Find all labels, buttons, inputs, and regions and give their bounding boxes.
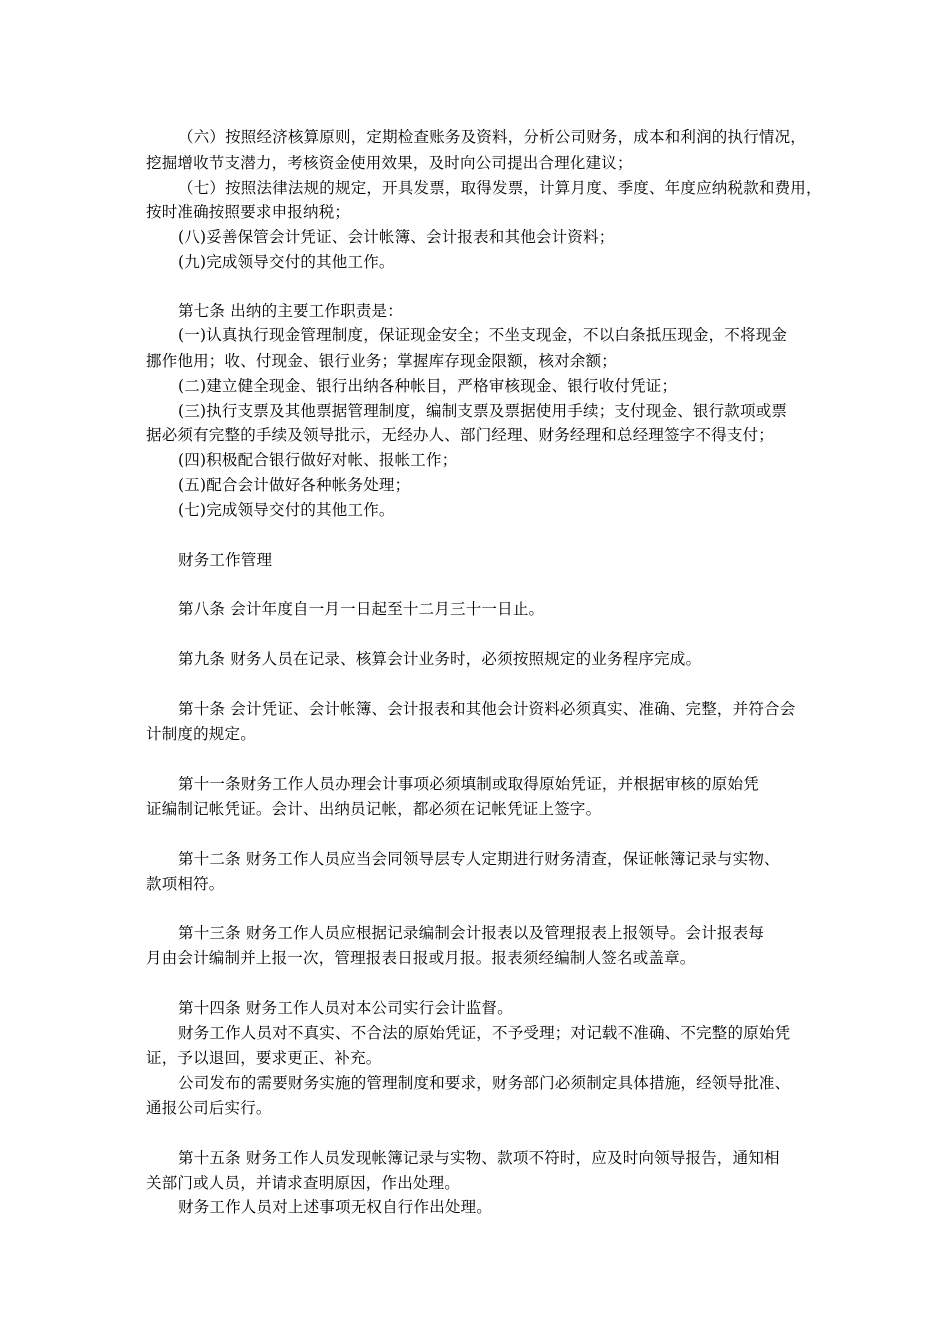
line-text: (七)完成领导交付的其他工作。 [178, 501, 395, 519]
line-text: 月由会计编制并上报一次，管理报表日报或月报。报表须经编制人签名或盖章。 [146, 949, 696, 967]
line-text: 财务工作管理 [178, 551, 273, 569]
line-text: 第八条 会计年度自一月一日起至十二月三十一日止。 [178, 600, 545, 618]
line-text: (一)认真执行现金管理制度，保证现金安全；不坐支现金，不以白条抵压现金，不将现金 [178, 326, 788, 344]
line-text: 第十二条 财务工作人员应当会同领导层专人定期进行财务清查，保证帐簿记录与实物、 [178, 850, 780, 868]
line-text: 第十五条 财务工作人员发现帐簿记录与实物、款项不符时，应及时向领导报告，通知相 [178, 1149, 780, 1167]
line-text: (五)配合会计做好各种帐务处理； [178, 476, 411, 494]
line-text: (三)执行支票及其他票据管理制度，编制支票及票据使用手续；支付现金、银行款项或票 [178, 402, 788, 420]
line-text: 第七条 出纳的主要工作职责是： [178, 302, 403, 320]
line-text: 计制度的规定。 [146, 725, 256, 743]
line-text: (四)积极配合银行做好对帐、报帐工作； [178, 451, 458, 469]
line-text: 证编制记帐凭证。会计、出纳员记帐，都必须在记帐凭证上签字。 [146, 800, 602, 818]
line-text: (九)完成领导交付的其他工作。 [178, 253, 395, 271]
line-text: 财务工作人员对上述事项无权自行作出处理。 [178, 1198, 493, 1216]
line-text: 财务工作人员对不真实、不合法的原始凭证，不予受理；对记载不准确、不完整的原始凭 [178, 1024, 791, 1042]
line-text: 公司发布的需要财务实施的管理制度和要求，财务部门必须制定具体措施，经领导批准、 [178, 1074, 791, 1092]
line-text: 第九条 财务人员在记录、核算会计业务时，必须按照规定的业务程序完成。 [178, 650, 702, 668]
line-text: 第十一条财务工作人员办理会计事项必须填制或取得原始凭证，并根据审核的原始凭 [178, 775, 759, 793]
line-text: 按时准确按照要求申报纳税； [146, 203, 351, 221]
line-text: 关部门或人员，并请求查明原因，作出处理。 [146, 1174, 461, 1192]
line-text: (二)建立健全现金、银行出纳各种帐目，严格审核现金、银行收付凭证； [178, 377, 678, 395]
line-text: （七）按照法律法规的规定，开具发票，取得发票，计算月度、季度、年度应纳税款和费用， [178, 179, 822, 197]
line-text: 通报公司后实行。 [146, 1099, 272, 1117]
line-text: 证，予以退回，要求更正、补充。 [146, 1049, 382, 1067]
line-text: (八)妥善保管会计凭证、会计帐簿、会计报表和其他会计资料； [178, 228, 615, 246]
line-text: 据必须有完整的手续及领导批示，无经办人、部门经理、财务经理和总经理签字不得支付； [146, 426, 775, 444]
line-text: 款项相符。 [146, 875, 225, 893]
line-text: 挪作他用；收、付现金、银行业务；掌握库存现金限额，核对余额； [146, 352, 618, 370]
line-text: 第十四条 财务工作人员对本公司实行会计监督。 [178, 999, 513, 1017]
line-text: 挖掘增收节支潜力，考核资金使用效果，及时向公司提出合理化建议； [146, 154, 633, 172]
line-text: （六）按照经济核算原则，定期检查账务及资料，分析公司财务，成本和利润的执行情况， [178, 128, 807, 146]
line-text: 第十条 会计凭证、会计帐簿、会计报表和其他会计资料必须真实、准确、完整，并符合会 [178, 700, 796, 718]
line-text: 第十三条 财务工作人员应根据记录编制会计报表以及管理报表上报领导。会计报表每 [178, 924, 765, 942]
